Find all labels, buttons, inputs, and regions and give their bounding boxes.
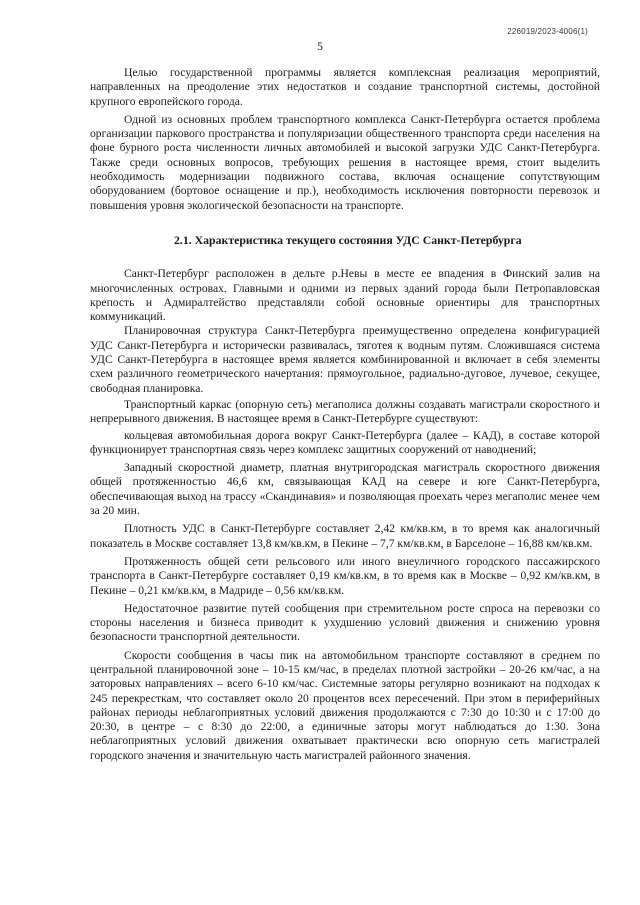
paragraph: Скорости сообщения в часы пик на автомобильном транспорте составляют в среднем по центральной планировочной зоне – 10-15 км/час, в пределах плотной застройки – 20-26 км/час, а на заторовых направлениях – всего 6-10 км/час. Системные заторы регулярно возникают на подходах к 245 перекресткам, что составляет около 20 процентов всех пересечений. При этом в периферийных районах периоды неблагоприятных условий движения продолжаются с 7:30 до 10:30 и с 17:00 до 20:30, в центре – с 8:30 до 22:00, а единичные заторы могут наблюдаться до 1:30. Зона неблагоприятных условий движения охватывает практически всю опорную сеть магистралей городского значения и значительную часть магистралей районного значения. (90, 648, 600, 762)
paragraph: Планировочная структура Санкт-Петербурга преимущественно определена конфигурацией УДС Санкт-Петербурга и исторически развивалась, тяготея к водным путям. Сложившаяся система УДС Санкт-Петербурга в настоящее время является комбинированной и включает в себя элементы схем различного геометрического начертания: прямоугольное, радиально-дуговое, лучевое, секущее, свободная планировка. (90, 324, 600, 395)
document-id: 226019/2023-4006(1) (507, 27, 588, 36)
paragraph-intro-1: Целью государственной программы является комплексная реализация мероприятий, направленных на преодоление этих недостатков и создание транспортной системы, достойной крупного европейского города. (90, 66, 600, 108)
paragraph: Плотность УДС в Санкт-Петербурге составляет 2,42 км/кв.км, в то время как аналогичный показатель в Москве составляет 13,8 км/кв.км, в Пекине – 7,7 км/кв.км, в Барселоне – 16,88 км/кв.км. (90, 522, 600, 550)
paragraph: Протяженность общей сети рельсового или иного внеуличного городского пассажирского транспорта в Санкт-Петербурге составляет 0,19 км/кв.км, в то время как в Москве – 0,92 км/кв.км, в Пекине – 0,21 км/кв.км, в Мадриде – 0,56 км/кв.км. (90, 554, 600, 597)
list-item: Западный скоростной диаметр, платная внутригородская магистраль скоростного движения общей протяженностью 46,6 км, связывающая КАД на севере и юге Санкт-Петербурга, обеспечивающая выход на трассу «Скандинавия» и позволяющая проехать через мегаполис менее чем за 20 мин. (90, 461, 600, 518)
section-heading: 2.1. Характеристика текущего состояния УДС Санкт-Петербурга (174, 232, 522, 247)
paragraph-intro-2: Одной из основных проблем транспортного комплекса Санкт-Петербурга остается проблема организации паркового пространства и популяризации общественного транспорта среди населения на фоне бурного роста численности личных автомобилей и высокой загрузки УДС Санкт-Петербурга. Также среди основных вопросов, требующих решения в настоящее время, стоит выделить необходимость модернизации подвижного состава, включая оснащение сопутствующим оборудованием (бортовое оснащение и пр.), необходимость исключения повторности перевозок и повышения уровня экологической безопасности на транспорте. (90, 112, 600, 212)
document-body (90, 66, 600, 763)
paragraph: Санкт-Петербург расположен в дельте р.Невы в месте ее впадения в Финский залив на многочисленных островах. Главными и одними из первых зданий города были Петропавловская крепость и Адмиралтейство представляли собой основные ориентиры для транспортных коммуникаций. (90, 267, 600, 324)
page-number: 5 (317, 41, 323, 53)
paragraph: Транспортный каркас (опорную сеть) мегаполиса должны создавать магистрали скоростного и непрерывного движения. В настоящее время в Санкт-Петербурге существуют: (90, 397, 600, 426)
list-item: кольцевая автомобильная дорога вокруг Санкт-Петербурга (далее – КАД), в составе которой функционирует транспортная связь через комплекс защитных сооружений от наводнений; (90, 428, 600, 456)
paragraph: Недостаточное развитие путей сообщения при стремительном росте спроса на перевозки со стороны населения и бизнеса приводит к ухудшению условий движения и снижению уровня безопасности транспортной деятельности. (90, 601, 600, 644)
